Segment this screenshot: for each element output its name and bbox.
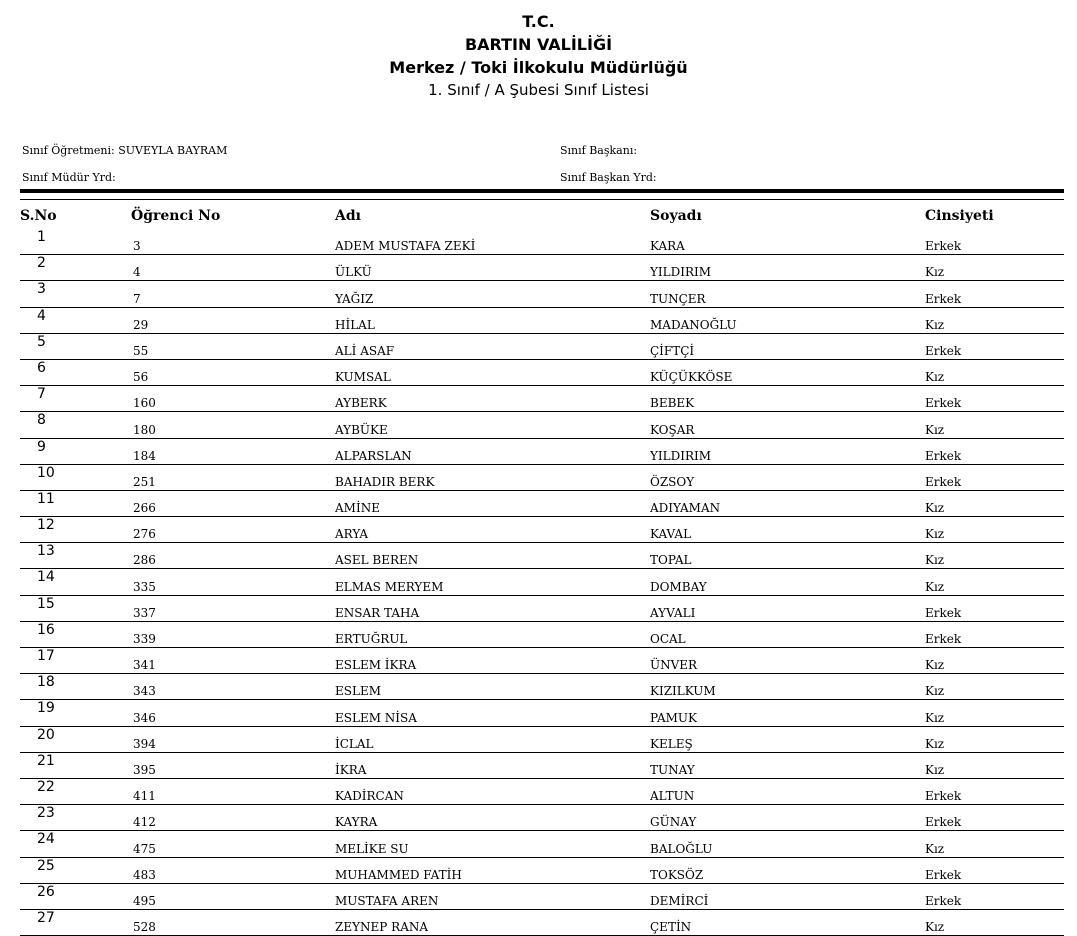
row-student-no: 528 bbox=[133, 909, 335, 935]
row-surname: OCAL bbox=[650, 621, 925, 647]
row-student-no: 276 bbox=[133, 517, 335, 543]
row-gender: Erkek bbox=[925, 281, 1064, 307]
row-sno: 24 bbox=[20, 831, 133, 857]
row-student-no: 495 bbox=[133, 883, 335, 909]
row-name: KUMSAL bbox=[335, 359, 650, 385]
row-name: İCLAL bbox=[335, 726, 650, 752]
row-name: KADİRCAN bbox=[335, 778, 650, 804]
row-name: YAĞIZ bbox=[335, 281, 650, 307]
row-sno: 3 bbox=[20, 281, 133, 307]
row-student-no: 341 bbox=[133, 648, 335, 674]
row-sno: 13 bbox=[20, 543, 133, 569]
vice-principal-label: Sınıf Müdür Yrd: bbox=[22, 171, 116, 184]
row-student-no: 160 bbox=[133, 386, 335, 412]
table-row bbox=[20, 648, 1064, 674]
row-name: MUHAMMED FATİH bbox=[335, 857, 650, 883]
row-sno: 11 bbox=[20, 490, 133, 516]
row-surname: TOKSÖZ bbox=[650, 857, 925, 883]
row-sno: 20 bbox=[20, 726, 133, 752]
row-sno: 9 bbox=[20, 438, 133, 464]
class-teacher: Sınıf Öğretmeni: SUVEYLA BAYRAM bbox=[22, 144, 228, 157]
table-row bbox=[20, 831, 1064, 857]
row-name: ZEYNEP RANA bbox=[335, 909, 650, 935]
row-surname: GÜNAY bbox=[650, 805, 925, 831]
table-row bbox=[20, 464, 1064, 490]
row-student-no: 412 bbox=[133, 805, 335, 831]
row-surname: TUNÇER bbox=[650, 281, 925, 307]
row-student-no: 339 bbox=[133, 621, 335, 647]
row-student-no: 56 bbox=[133, 359, 335, 385]
table-row bbox=[20, 726, 1064, 752]
row-sno: 19 bbox=[20, 700, 133, 726]
table-row bbox=[20, 621, 1064, 647]
table-row bbox=[20, 255, 1064, 281]
row-name: HİLAL bbox=[335, 307, 650, 333]
row-surname: BEBEK bbox=[650, 386, 925, 412]
row-gender: Erkek bbox=[925, 857, 1064, 883]
row-sno: 2 bbox=[20, 255, 133, 281]
row-gender: Kız bbox=[925, 674, 1064, 700]
row-sno: 6 bbox=[20, 359, 133, 385]
row-gender: Erkek bbox=[925, 778, 1064, 804]
row-sno: 18 bbox=[20, 674, 133, 700]
row-sno: 17 bbox=[20, 648, 133, 674]
table-row bbox=[20, 778, 1064, 804]
row-surname: YILDIRIM bbox=[650, 438, 925, 464]
table-row bbox=[20, 674, 1064, 700]
row-surname: YILDIRIM bbox=[650, 255, 925, 281]
table-row bbox=[20, 517, 1064, 543]
row-name: MUSTAFA AREN bbox=[335, 883, 650, 909]
row-student-no: 7 bbox=[133, 281, 335, 307]
row-gender: Kız bbox=[925, 831, 1064, 857]
table-row bbox=[20, 569, 1064, 595]
row-surname: BALOĞLU bbox=[650, 831, 925, 857]
row-student-no: 483 bbox=[133, 857, 335, 883]
row-sno: 4 bbox=[20, 307, 133, 333]
column-header-student-no: Öğrenci No bbox=[131, 208, 221, 224]
row-name: KAYRA bbox=[335, 805, 650, 831]
row-name: ARYA bbox=[335, 517, 650, 543]
row-student-no: 343 bbox=[133, 674, 335, 700]
column-header-name: Adı bbox=[335, 208, 361, 224]
header-governorship: BARTIN VALİLİĞİ bbox=[464, 35, 613, 54]
table-row bbox=[20, 412, 1064, 438]
row-sno: 16 bbox=[20, 621, 133, 647]
row-student-no: 29 bbox=[133, 307, 335, 333]
row-surname: ÇİFTÇİ bbox=[650, 333, 925, 359]
table-row bbox=[20, 543, 1064, 569]
row-name: ALİ ASAF bbox=[335, 333, 650, 359]
row-gender: Kız bbox=[925, 412, 1064, 438]
row-sno: 7 bbox=[20, 386, 133, 412]
table-row bbox=[20, 883, 1064, 909]
row-surname: ADIYAMAN bbox=[650, 490, 925, 516]
row-student-no: 346 bbox=[133, 700, 335, 726]
row-gender: Kız bbox=[925, 648, 1064, 674]
table-row bbox=[20, 438, 1064, 464]
row-name: MELİKE SU bbox=[335, 831, 650, 857]
row-sno: 25 bbox=[20, 857, 133, 883]
row-student-no: 266 bbox=[133, 490, 335, 516]
row-student-no: 180 bbox=[133, 412, 335, 438]
row-sno: 26 bbox=[20, 883, 133, 909]
table-row bbox=[20, 752, 1064, 778]
row-surname: KÜÇÜKKÖSE bbox=[650, 359, 925, 385]
row-sno: 15 bbox=[20, 595, 133, 621]
row-name: ELMAS MERYEM bbox=[335, 569, 650, 595]
row-gender: Erkek bbox=[925, 229, 1064, 255]
row-surname: TOPAL bbox=[650, 543, 925, 569]
table-row bbox=[20, 909, 1064, 935]
row-gender: Erkek bbox=[925, 438, 1064, 464]
row-surname: MADANOĞLU bbox=[650, 307, 925, 333]
row-gender: Kız bbox=[925, 543, 1064, 569]
row-gender: Erkek bbox=[925, 595, 1064, 621]
row-name: AMİNE bbox=[335, 490, 650, 516]
row-name: BAHADIR BERK bbox=[335, 464, 650, 490]
row-surname: ÜNVER bbox=[650, 648, 925, 674]
row-gender: Kız bbox=[925, 569, 1064, 595]
row-student-no: 411 bbox=[133, 778, 335, 804]
row-gender: Erkek bbox=[925, 621, 1064, 647]
row-student-no: 251 bbox=[133, 464, 335, 490]
row-surname: ÖZSOY bbox=[650, 464, 925, 490]
class-president-label: Sınıf Başkanı: bbox=[560, 144, 638, 157]
row-name: AYBERK bbox=[335, 386, 650, 412]
row-name: ASEL BEREN bbox=[335, 543, 650, 569]
row-sno: 22 bbox=[20, 778, 133, 804]
row-surname: AYVALI bbox=[650, 595, 925, 621]
row-sno: 21 bbox=[20, 752, 133, 778]
header-divider-thick bbox=[20, 189, 1064, 193]
row-gender: Erkek bbox=[925, 805, 1064, 831]
row-student-no: 335 bbox=[133, 569, 335, 595]
class-vice-president-label: Sınıf Başkan Yrd: bbox=[560, 171, 657, 184]
table-row bbox=[20, 333, 1064, 359]
row-name: AYBÜKE bbox=[335, 412, 650, 438]
row-sno: 1 bbox=[20, 229, 133, 255]
table-row bbox=[20, 805, 1064, 831]
table-row bbox=[20, 281, 1064, 307]
row-student-no: 394 bbox=[133, 726, 335, 752]
row-name: ESLEM bbox=[335, 674, 650, 700]
row-name: ESLEM İKRA bbox=[335, 648, 650, 674]
row-student-no: 3 bbox=[133, 229, 335, 255]
row-student-no: 184 bbox=[133, 438, 335, 464]
table-row bbox=[20, 490, 1064, 516]
row-sno: 12 bbox=[20, 517, 133, 543]
header-divider-thin bbox=[20, 199, 1064, 200]
row-name: İKRA bbox=[335, 752, 650, 778]
header-class-list-title: 1. Sınıf / A Şubesi Sınıf Listesi bbox=[428, 81, 649, 99]
student-table-body bbox=[20, 229, 1064, 936]
row-gender: Kız bbox=[925, 359, 1064, 385]
row-surname: KIZILKUM bbox=[650, 674, 925, 700]
row-sno: 23 bbox=[20, 805, 133, 831]
row-surname: DOMBAY bbox=[650, 569, 925, 595]
row-student-no: 55 bbox=[133, 333, 335, 359]
column-header-surname: Soyadı bbox=[650, 208, 702, 224]
row-name: ENSAR TAHA bbox=[335, 595, 650, 621]
row-gender: Kız bbox=[925, 752, 1064, 778]
row-gender: Kız bbox=[925, 517, 1064, 543]
row-gender: Erkek bbox=[925, 464, 1064, 490]
row-surname: DEMİRCİ bbox=[650, 883, 925, 909]
row-student-no: 4 bbox=[133, 255, 335, 281]
row-surname: ALTUN bbox=[650, 778, 925, 804]
row-name: ERTUĞRUL bbox=[335, 621, 650, 647]
row-surname: ÇETİN bbox=[650, 909, 925, 935]
row-gender: Kız bbox=[925, 726, 1064, 752]
row-name: ÜLKÜ bbox=[335, 255, 650, 281]
row-student-no: 475 bbox=[133, 831, 335, 857]
row-surname: PAMUK bbox=[650, 700, 925, 726]
row-sno: 14 bbox=[20, 569, 133, 595]
row-surname: KELEŞ bbox=[650, 726, 925, 752]
row-surname: KARA bbox=[650, 229, 925, 255]
row-surname: KAVAL bbox=[650, 517, 925, 543]
row-sno: 27 bbox=[20, 909, 133, 935]
row-gender: Kız bbox=[925, 909, 1064, 935]
column-header-gender: Cinsiyeti bbox=[925, 208, 994, 224]
row-gender: Kız bbox=[925, 255, 1064, 281]
row-sno: 5 bbox=[20, 333, 133, 359]
row-gender: Erkek bbox=[925, 883, 1064, 909]
row-student-no: 337 bbox=[133, 595, 335, 621]
row-student-no: 286 bbox=[133, 543, 335, 569]
row-surname: TUNAY bbox=[650, 752, 925, 778]
column-header-sno: S.No bbox=[20, 208, 57, 224]
row-gender: Kız bbox=[925, 700, 1064, 726]
table-row bbox=[20, 359, 1064, 385]
table-row bbox=[20, 307, 1064, 333]
header-school: Merkez / Toki İlkokulu Müdürlüğü bbox=[389, 58, 688, 77]
row-name: ALPARSLAN bbox=[335, 438, 650, 464]
student-table bbox=[20, 229, 1064, 936]
row-gender: Kız bbox=[925, 307, 1064, 333]
row-gender: Erkek bbox=[925, 333, 1064, 359]
row-gender: Kız bbox=[925, 490, 1064, 516]
table-row bbox=[20, 595, 1064, 621]
row-name: ESLEM NİSA bbox=[335, 700, 650, 726]
table-row bbox=[20, 857, 1064, 883]
row-sno: 8 bbox=[20, 412, 133, 438]
row-surname: KOŞAR bbox=[650, 412, 925, 438]
table-row bbox=[20, 386, 1064, 412]
row-name: ADEM MUSTAFA ZEKİ bbox=[335, 229, 650, 255]
row-gender: Erkek bbox=[925, 386, 1064, 412]
row-student-no: 395 bbox=[133, 752, 335, 778]
row-sno: 10 bbox=[20, 464, 133, 490]
header-tc: T.C. bbox=[522, 12, 555, 31]
table-row bbox=[20, 700, 1064, 726]
table-row bbox=[20, 229, 1064, 255]
